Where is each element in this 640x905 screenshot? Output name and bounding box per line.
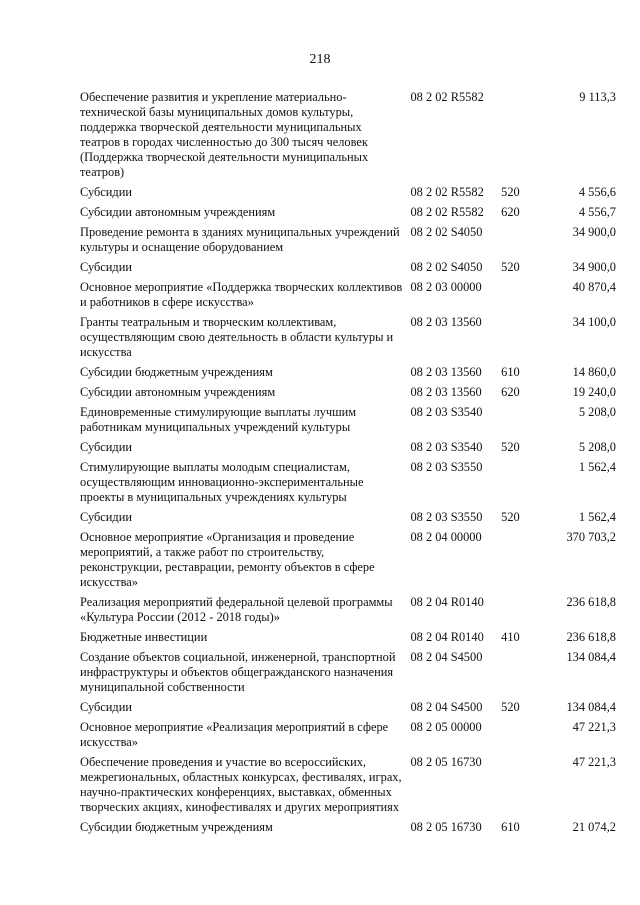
- item-name: Субсидии: [80, 440, 132, 454]
- table-row: [80, 650, 616, 700]
- item-name: Создание объектов социальной, инженерной, транспортной инфраструктуры и объектов общегражданского назначения муниципальной собственности: [80, 650, 396, 694]
- expense-type: 520: [501, 440, 520, 454]
- amount: 47 221,3: [572, 720, 616, 734]
- amount: 1 562,4: [578, 510, 616, 524]
- item-name: Реализация мероприятий федеральной целевой программы «Культура России (2012 - 2018 годы)»: [80, 595, 393, 624]
- amount: 4 556,7: [578, 205, 616, 219]
- amount: 47 221,3: [572, 755, 616, 769]
- target-code: 08 2 04 R0140: [410, 630, 484, 644]
- item-name: Основное мероприятие «Организация и проведение мероприятий, а также работ по строительству, реконструкции, реставрации, ремонту объектов в сфере искусства»: [80, 530, 375, 589]
- expense-type: [501, 720, 541, 755]
- item-name: Субсидии бюджетным учреждениям: [80, 820, 273, 834]
- amount: 9 113,3: [579, 90, 616, 104]
- target-code: 08 2 03 13560: [410, 365, 482, 379]
- item-name: Обеспечение проведения и участие во всероссийских, межрегиональных, областных конкурсах, фестивалях, играх, научно-практических конференциях, выставках, обменных творческих акциях, кинофестивалях и других мероприятиях: [80, 755, 402, 814]
- expense-type: 610: [501, 820, 520, 834]
- target-code: 08 2 02 R5582: [410, 90, 484, 104]
- amount: 134 084,4: [566, 700, 616, 714]
- table-row: [80, 365, 616, 385]
- amount: 370 703,2: [566, 530, 616, 544]
- amount: 5 208,0: [578, 440, 616, 454]
- item-name: Субсидии бюджетным учреждениям: [80, 365, 273, 379]
- item-name: Стимулирующие выплаты молодым специалистам, осуществляющим инновационно-экспериментальные проекты в муниципальных учреждениях культуры: [80, 460, 364, 504]
- amount: 4 556,6: [578, 185, 616, 199]
- target-code: 08 2 03 S3540: [410, 440, 483, 454]
- expense-type: [501, 650, 541, 700]
- table-row: [80, 405, 616, 440]
- amount: 21 074,2: [572, 820, 616, 834]
- target-code: 08 2 03 00000: [410, 280, 482, 294]
- amount: 1 562,4: [578, 460, 616, 474]
- target-code: 08 2 03 S3550: [410, 460, 483, 474]
- expense-type: 520: [501, 185, 520, 199]
- target-code: 08 2 03 13560: [410, 385, 482, 399]
- table-row: [80, 185, 616, 205]
- table-row: [80, 720, 616, 755]
- page-number: 218: [309, 52, 331, 67]
- expense-type: 520: [501, 700, 520, 714]
- expense-type: 620: [501, 385, 520, 399]
- expense-type: 520: [501, 510, 520, 524]
- item-name: Субсидии: [80, 700, 132, 714]
- table-row: [80, 280, 616, 315]
- item-name: Основное мероприятие «Поддержка творческих коллективов и работников в сфере искусства»: [80, 280, 403, 309]
- table-row: [80, 755, 616, 820]
- table-row: [80, 315, 616, 365]
- item-name: Единовременные стимулирующие выплаты лучшим работникам муниципальных учреждений культуры: [80, 405, 357, 434]
- item-name: Обеспечение развития и укрепление материально-технической базы муниципальных домов культуры, поддержка творческой деятельности муниципальных театров в городах численностью до 300 тысяч человек (Поддержка творческой деятельности муниципальных театров): [80, 90, 369, 179]
- target-code: 08 2 05 00000: [410, 720, 482, 734]
- table-row: [80, 385, 616, 405]
- expense-type: [501, 460, 541, 510]
- amount: 19 240,0: [572, 385, 616, 399]
- item-name: Субсидии: [80, 260, 132, 274]
- table-row: [80, 530, 616, 595]
- target-code: 08 2 04 00000: [410, 530, 482, 544]
- expense-type: [501, 315, 541, 365]
- amount: 5 208,0: [578, 405, 616, 419]
- expense-type: [501, 225, 541, 260]
- expense-type: [501, 90, 541, 185]
- amount: 236 618,8: [566, 595, 616, 609]
- item-name: Основное мероприятие «Реализация мероприятий в сфере искусства»: [80, 720, 389, 749]
- expense-type: [501, 280, 541, 315]
- expense-type: [501, 755, 541, 820]
- table-row: [80, 700, 616, 720]
- amount: 14 860,0: [572, 365, 616, 379]
- target-code: 08 2 05 16730: [410, 820, 482, 834]
- item-name: Проведение ремонта в зданиях муниципальных учреждений культуры и оснащение оборудованием: [80, 225, 400, 254]
- expense-type: [501, 530, 541, 595]
- table-row: [80, 205, 616, 225]
- item-name: Субсидии: [80, 185, 132, 199]
- expense-type: [501, 405, 541, 440]
- item-name: Субсидии автономным учреждениям: [80, 385, 276, 399]
- target-code: 08 2 04 S4500: [410, 650, 483, 664]
- expense-type: 620: [501, 205, 520, 219]
- item-name: Бюджетные инвестиции: [80, 630, 208, 644]
- table-row: [80, 630, 616, 650]
- table-row: [80, 260, 616, 280]
- table-row: [80, 510, 616, 530]
- target-code: 08 2 02 S4050: [410, 225, 483, 239]
- amount: 34 100,0: [572, 315, 616, 329]
- item-name: Субсидии: [80, 510, 132, 524]
- expense-type: [501, 595, 541, 630]
- table-row: [80, 90, 616, 185]
- target-code: 08 2 03 13560: [410, 315, 482, 329]
- target-code: 08 2 02 S4050: [410, 260, 483, 274]
- amount: 34 900,0: [572, 225, 616, 239]
- budget-table-body: [80, 90, 616, 840]
- expense-type: 520: [501, 260, 520, 274]
- target-code: 08 2 04 R0140: [410, 595, 484, 609]
- budget-table: [80, 90, 616, 840]
- amount: 236 618,8: [566, 630, 616, 644]
- amount: 40 870,4: [572, 280, 616, 294]
- table-row: [80, 595, 616, 630]
- table-row: [80, 440, 616, 460]
- target-code: 08 2 03 S3540: [410, 405, 483, 419]
- expense-type: 610: [501, 365, 520, 379]
- table-row: [80, 820, 616, 840]
- item-name: Гранты театральным и творческим коллективам, осуществляющим свою деятельность в области культуры и искусства: [80, 315, 394, 359]
- target-code: 08 2 03 S3550: [410, 510, 483, 524]
- target-code: 08 2 02 R5582: [410, 185, 484, 199]
- target-code: 08 2 02 R5582: [410, 205, 484, 219]
- target-code: 08 2 04 S4500: [410, 700, 483, 714]
- table-row: [80, 460, 616, 510]
- item-name: Субсидии автономным учреждениям: [80, 205, 276, 219]
- table-row: [80, 225, 616, 260]
- amount: 34 900,0: [572, 260, 616, 274]
- amount: 134 084,4: [566, 650, 616, 664]
- target-code: 08 2 05 16730: [410, 755, 482, 769]
- expense-type: 410: [501, 630, 520, 644]
